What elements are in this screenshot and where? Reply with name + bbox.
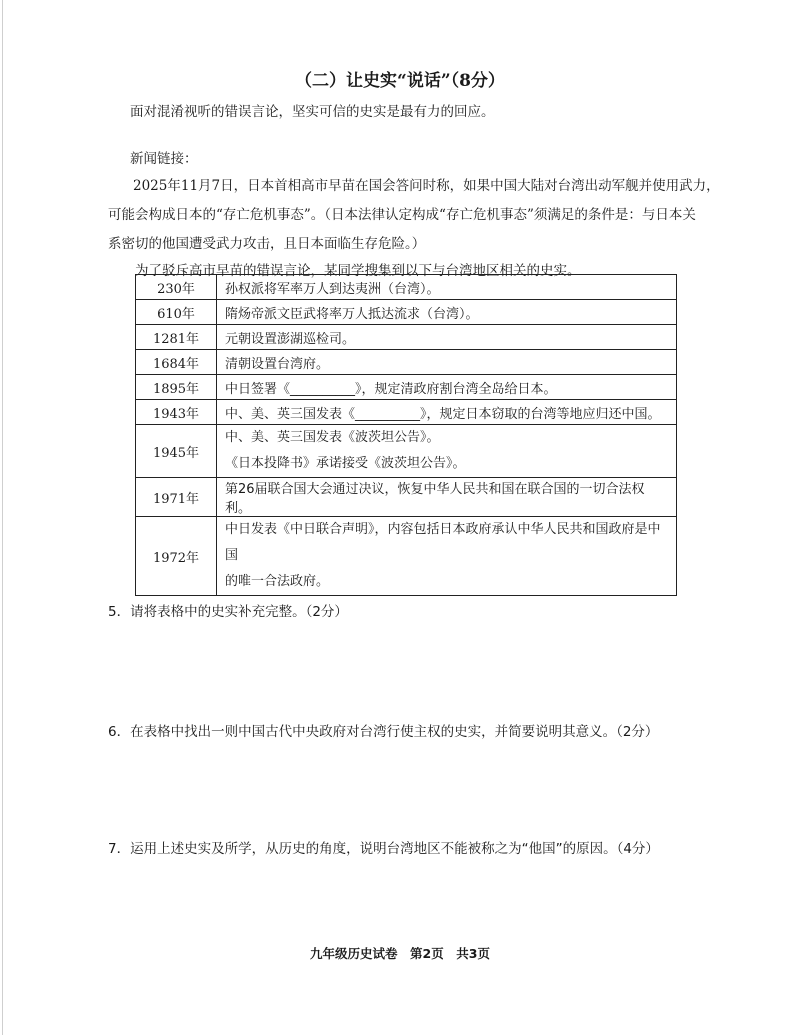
year-cell: 610年 — [136, 300, 217, 325]
fact-cell — [217, 517, 677, 596]
table-row — [136, 275, 677, 300]
year-cell: 1684年 — [136, 350, 217, 375]
news-line-3: 系密切的他国遭受武力攻击，且日本面临生存危险。） — [108, 236, 426, 252]
year-cell: 1972年 — [136, 517, 217, 596]
fact-line: 《日本投降书》承诺接受《波茨坦公告》。 — [225, 456, 466, 471]
news-line-2: 可能会构成日本的“存亡危机事态”。（日本法律认定构成“存亡危机事态”须满足的条件是：与日本关 — [108, 207, 696, 223]
year-cell: 230年 — [136, 275, 217, 300]
question-5: 5．请将表格中的史实补充完整。（2分） — [108, 604, 348, 620]
fact-cell: 隋炀帝派文臣武将率万人抵达流求（台湾）。 — [217, 300, 677, 325]
fact-cell: 第26届联合国大会通过决议，恢复中华人民共和国在联合国的一切合法权利。 — [217, 478, 677, 517]
lead-text: 为了驳斥高市早苗的错误言论，某同学搜集到以下与台湾地区相关的史实。 — [135, 263, 581, 279]
section-title: （二）让史实“说话”（8分） — [295, 71, 505, 91]
table-row — [136, 300, 677, 325]
fact-cell: 元朝设置澎湖巡检司。 — [217, 325, 677, 350]
year-cell: 1895年 — [136, 375, 217, 400]
year-cell: 1945年 — [136, 425, 217, 478]
intro-text: 面对混淆视听的错误言论，坚实可信的史实是最有力的回应。 — [130, 104, 495, 120]
table-row — [136, 350, 677, 375]
table-row — [136, 517, 677, 596]
fact-cell: 清朝设置台湾府。 — [217, 350, 677, 375]
history-facts-table — [135, 274, 677, 596]
fact-line: 的唯一合法政府。 — [225, 574, 330, 589]
fact-cell: 中日签署《__________》，规定清政府割台湾全岛给日本。 — [217, 375, 677, 400]
fact-cell — [217, 425, 677, 478]
news-heading: 新闻链接： — [130, 151, 198, 167]
question-6: 6．在表格中找出一则中国古代中央政府对台湾行使主权的史实，并简要说明其意义。（2分） — [108, 724, 659, 740]
page-edge-line — [2, 0, 3, 1035]
news-line-1: 2025年11月7日，日本首相高市早苗在国会答问时称，如果中国大陆对台湾出动军舰并使用武力， — [133, 178, 720, 194]
fact-line: 中、美、英三国发表《波茨坦公告》。 — [225, 430, 440, 445]
fact-cell: 孙权派将军率万人到达夷洲（台湾）。 — [217, 275, 677, 300]
table-row — [136, 400, 677, 425]
year-cell: 1971年 — [136, 478, 217, 517]
year-cell: 1943年 — [136, 400, 217, 425]
table-row — [136, 478, 677, 517]
fact-cell: 中、美、英三国发表《__________》，规定日本窃取的台湾等地应归还中国。 — [217, 400, 677, 425]
page-footer: 九年级历史试卷 第2页 共3页 — [310, 946, 490, 961]
table-row — [136, 375, 677, 400]
table-row — [136, 425, 677, 478]
question-7: 7．运用上述史实及所学，从历史的角度，说明台湾地区不能被称之为“他国”的原因。（4分） — [108, 841, 659, 857]
fact-line: 中日发表《中日联合声明》，内容包括日本政府承认中华人民共和国政府是中国 — [225, 522, 661, 563]
year-cell: 1281年 — [136, 325, 217, 350]
table-row — [136, 325, 677, 350]
